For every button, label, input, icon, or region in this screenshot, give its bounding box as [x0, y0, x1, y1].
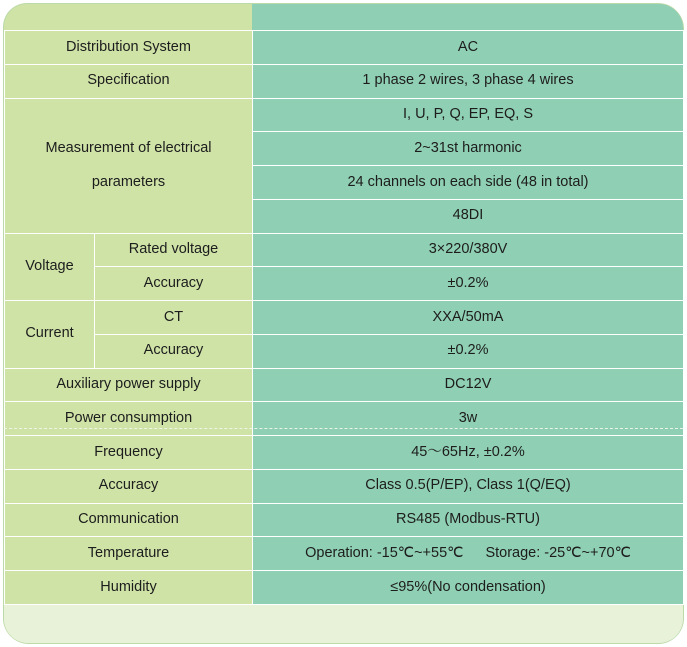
row-value-frequency: 45〜65Hz, ±0.2%: [253, 436, 684, 470]
row-group-current: Current: [5, 301, 95, 369]
table-row: [5, 98, 684, 132]
row-label-humidity: Humidity: [5, 571, 253, 605]
table-row: [5, 301, 684, 335]
table-row: [5, 64, 684, 98]
row-label-frequency: Frequency: [5, 436, 253, 470]
row-label-auxiliary-power-supply: Auxiliary power supply: [5, 368, 253, 402]
spec-table-wrapper: [4, 30, 683, 605]
row-value-distribution-system: AC: [253, 31, 684, 65]
table-row: [5, 537, 684, 571]
row-value-ct: XXA/50mA: [253, 301, 684, 335]
table-row: [5, 402, 684, 436]
specification-table: [4, 30, 684, 605]
row-value-accuracy: Class 0.5(P/EP), Class 1(Q/EQ): [253, 469, 684, 503]
row-value-temperature: [253, 537, 684, 571]
row-value-current-accuracy: ±0.2%: [253, 334, 684, 368]
row-value-specification: 1 phase 2 wires, 3 phase 4 wires: [253, 64, 684, 98]
table-row: [5, 436, 684, 470]
row-label-accuracy: Accuracy: [5, 469, 253, 503]
temperature-storage-text: Storage: -25℃~+70℃: [485, 544, 631, 561]
row-value-humidity: ≤95%(No condensation): [253, 571, 684, 605]
row-value-auxiliary-power-supply: DC12V: [253, 368, 684, 402]
row-value-measurement-channels: 24 channels on each side (48 in total): [253, 166, 684, 200]
card-bottom-area: [4, 605, 683, 643]
row-value-communication: RS485 (Modbus-RTU): [253, 503, 684, 537]
row-label-distribution-system: Distribution System: [5, 31, 253, 65]
row-value-measurement-parameters: I, U, P, Q, EP, EQ, S: [253, 98, 684, 132]
row-label-voltage-accuracy: Accuracy: [95, 267, 253, 301]
row-value-measurement-harmonic: 2~31st harmonic: [253, 132, 684, 166]
table-row: [5, 469, 684, 503]
table-row: [5, 334, 684, 368]
row-label-rated-voltage: Rated voltage: [95, 233, 253, 267]
row-value-voltage-accuracy: ±0.2%: [253, 267, 684, 301]
row-value-power-consumption: 3w: [253, 402, 684, 436]
table-row: [5, 233, 684, 267]
table-row: [5, 31, 684, 65]
row-value-rated-voltage: 3×220/380V: [253, 233, 684, 267]
table-row: [5, 571, 684, 605]
row-label-current-accuracy: Accuracy: [95, 334, 253, 368]
row-label-communication: Communication: [5, 503, 253, 537]
table-row: [5, 503, 684, 537]
measurement-label-line-2: parameters: [91, 173, 166, 190]
table-row: [5, 267, 684, 301]
table-row: [5, 368, 684, 402]
row-label-temperature: Temperature: [5, 537, 253, 571]
measurement-label-line-1: Measurement of electrical: [45, 139, 212, 156]
top-left-corner-notch: [0, 0, 252, 30]
row-label-measurement-of-electrical-parameters: [5, 98, 253, 233]
temperature-operation-text: Operation: -15℃~+55℃: [305, 544, 464, 561]
top-left-corner-fill: [3, 3, 252, 30]
row-label-power-consumption: Power consumption: [5, 402, 253, 436]
row-label-ct: CT: [95, 301, 253, 335]
row-value-measurement-di: 48DI: [253, 199, 684, 233]
row-label-specification: Specification: [5, 64, 253, 98]
row-group-voltage: Voltage: [5, 233, 95, 301]
